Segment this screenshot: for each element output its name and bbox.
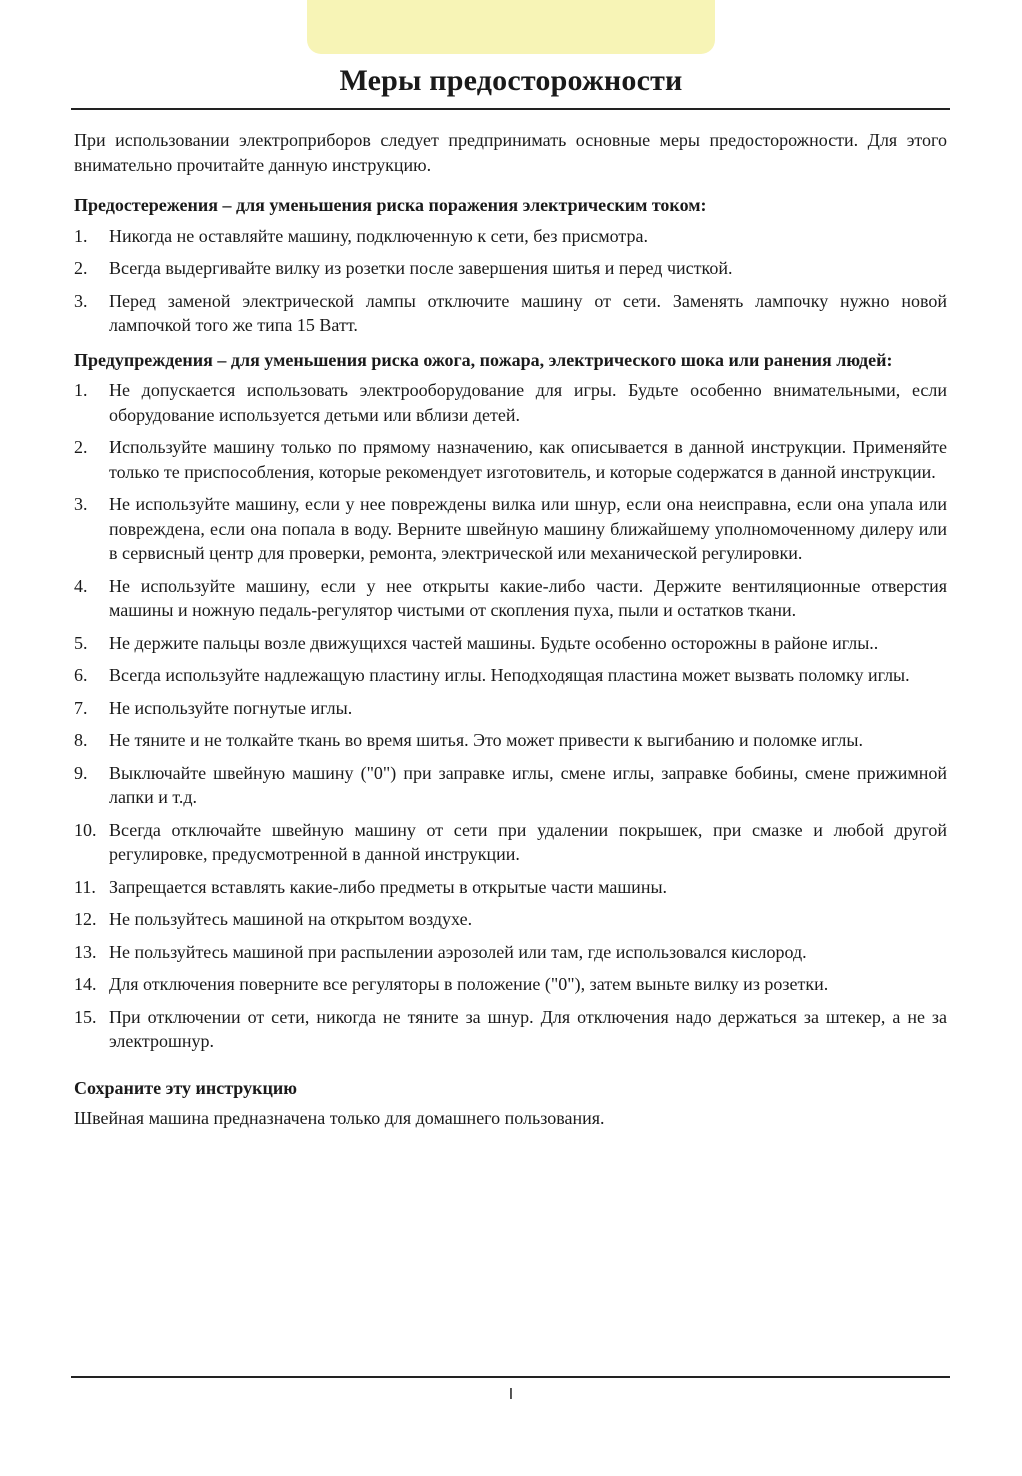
item-text: Не пользуйтесь машиной при распылении аэрозолей или там, где использовался кислород. [109,941,807,962]
list-item [74,875,947,900]
list-item [74,696,947,721]
item-number: 11. [74,876,96,897]
list-item [74,818,947,867]
item-text: Перед заменой электрической лампы отключите машину от сети. Заменять лампочку нужно новой лампочкой того же типа 15 Ватт. [109,290,947,335]
list-item [74,631,947,656]
warnings-list [74,378,947,1054]
household-use-note: Швейная машина предназначена только для домашнего пользования. [74,1108,605,1128]
item-text: Не используйте машину, если у нее открыты какие-либо части. Держите вентиляционные отверстия машины и ножную педаль-регулятор чистыми от скопления пуха, пыли и остатков ткани. [109,575,947,620]
item-number: 4. [74,575,88,596]
item-number: 3. [74,290,88,311]
document-body [74,128,947,1131]
item-number: 15. [74,1006,97,1027]
item-text: Всегда отключайте швейную машину от сети при удалении покрышек, при смазке и любой другой регулировке, предусмотренной в данной инструкции. [109,819,947,864]
item-number: 9. [74,762,88,783]
item-number: 1. [74,225,88,246]
list-item [74,435,947,484]
list-item [74,224,947,249]
electric-shock-list [74,224,947,338]
bottom-divider [71,1376,950,1378]
top-divider [71,108,950,110]
item-text: Не тяните и не толкайте ткань во время шитья. Это может привести к выгибанию и поломке иглы. [109,730,863,750]
list-item [74,492,947,566]
item-number: 1. [74,380,88,400]
page-number: I [508,1386,514,1403]
item-text: Не используйте погнутые иглы. [109,697,353,718]
list-item [74,1005,947,1054]
item-text: При отключении от сети, никогда не тяните за шнур. Для отключения надо держаться за штекер, а не за электрошнур. [109,1006,947,1051]
list-item [74,972,947,997]
item-text: Запрещается вставлять какие-либо предметы в открытые части машины. [109,876,668,897]
item-text: Используйте машину только по прямому назначению, как описывается в данной инструкции. Применяйте только те приспособления, которые рекомендует изготовитель, и которые содержатся в данной инструкции. [109,437,947,482]
item-number: 8. [74,730,88,750]
item-text: Выключайте швейную машину ("0") при заправке иглы, смене иглы, заправке бобины, смене прижимной лапки и т.д. [109,762,947,807]
item-text: Не пользуйтесь машиной на открытом воздухе. [109,909,473,929]
list-item [74,728,947,753]
list-item [74,256,947,281]
list-item [74,378,947,427]
save-instructions-heading: Сохраните эту инструкцию [74,1077,297,1098]
electric-shock-heading: Предостережения – для уменьшения риска поражения электрическим током: [74,195,707,215]
header-tab [307,0,715,54]
item-number: 14. [74,974,97,994]
item-text: Всегда выдергивайте вилку из розетки после завершения шитья и перед чисткой. [109,258,733,278]
item-number: 2. [74,437,88,457]
warnings-heading: Предупреждения – для уменьшения риска ожога, пожара, электрического шока или ранения людей: [74,349,893,370]
item-text: Не используйте машину, если у нее повреждены вилка или шнур, если она неисправна, если она упала или повреждена, если она попала в воду. Верните швейную машину ближайшему уполномоченному дилеру или в сервисный центр для проверки, ремонта, электрической или механической регулировки. [109,494,947,563]
list-item [74,940,947,965]
list-item [74,289,947,338]
page-title: Меры предосторожности [339,64,683,97]
item-text: Для отключения поверните все регуляторы в положение ("0"), затем выньте вилку из розетки. [109,974,829,994]
item-text: Никогда не оставляйте машину, подключенную к сети, без присмотра. [109,225,649,246]
item-number: 5. [74,632,88,653]
list-item [74,761,947,810]
item-number: 10. [74,819,97,840]
item-text: Не держите пальцы возле движущихся частей машины. Будьте особенно осторожны в районе иглы.. [109,632,879,653]
list-item [74,574,947,623]
list-item [74,907,947,932]
item-text: Не допускается использовать электрооборудование для игры. Будьте особенно внимательными, если оборудование используется детьми или вблизи детей. [109,380,947,425]
item-number: 13. [74,941,97,962]
item-number: 2. [74,258,88,278]
item-text: Всегда используйте надлежащую пластину иглы. Неподходящая пластина может вызвать поломку иглы. [109,665,910,685]
intro-paragraph: При использовании электроприборов следует предпринимать основные меры предосторожности. Для этого внимательно прочитайте данную инструкцию. [74,130,947,175]
list-item [74,663,947,688]
item-number: 7. [74,697,88,718]
item-number: 12. [74,909,97,929]
item-number: 6. [74,665,88,685]
item-number: 3. [74,494,88,514]
